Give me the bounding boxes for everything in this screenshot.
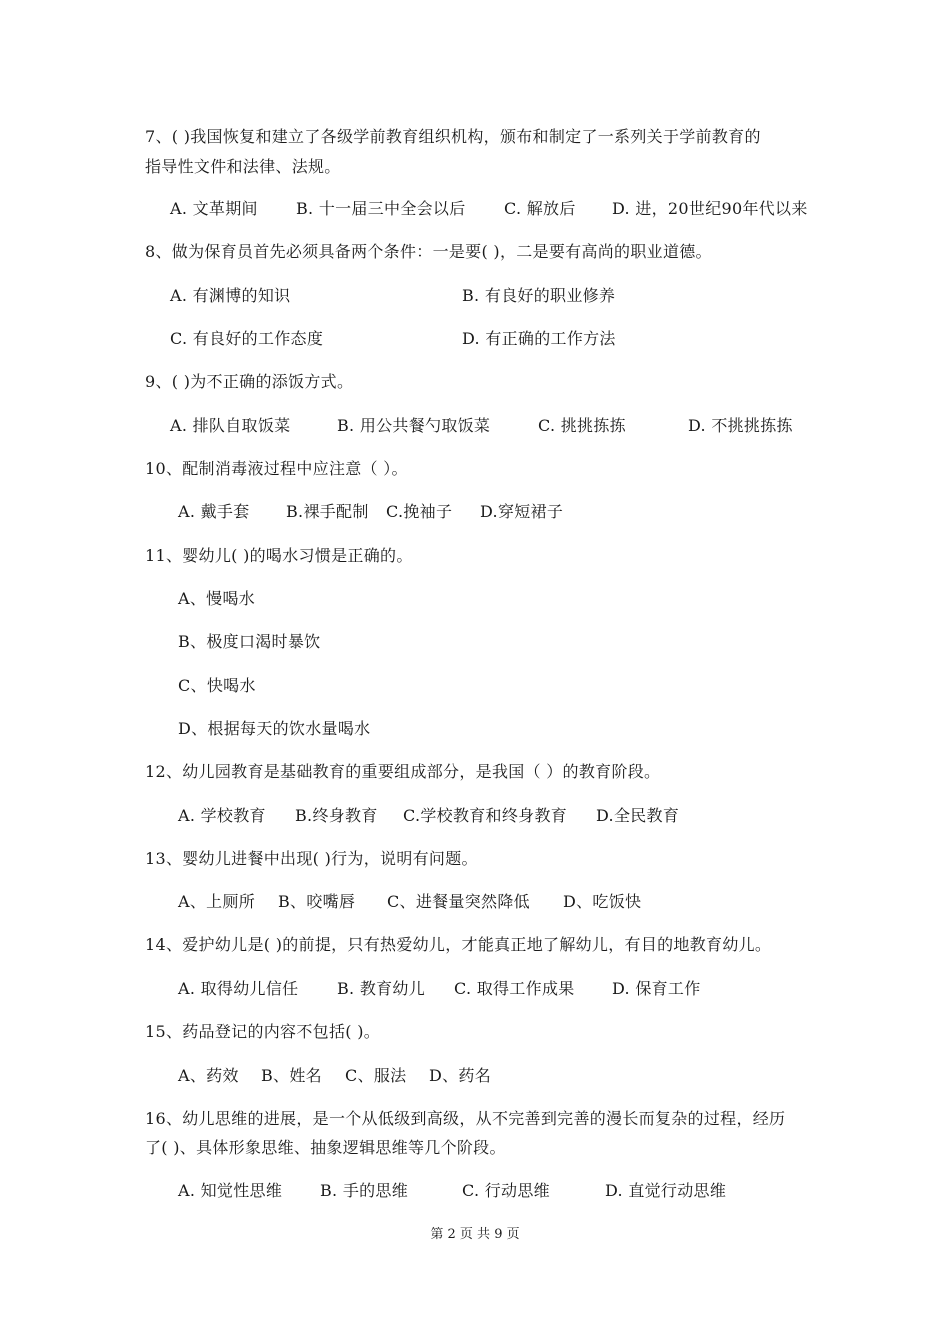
- question-16-option-b: B. 手的思维: [320, 1181, 409, 1200]
- question-12-option-d: D.全民教育: [596, 806, 680, 825]
- question-7-text: 7、( )我国恢复和建立了各级学前教育组织机构，颁布和制定了一系列关于学前教育的: [145, 127, 761, 146]
- question-8-option-c: C. 有良好的工作态度: [170, 329, 324, 348]
- question-11-option-b: B、极度口渴时暴饮: [178, 632, 321, 651]
- question-7-option-b: B. 十一届三中全会以后: [296, 199, 466, 218]
- question-12-option-a: A. 学校教育: [178, 806, 266, 825]
- question-13-option-c: C、进餐量突然降低: [387, 892, 530, 911]
- page-footer: 第 2 页 共 9 页: [430, 1227, 520, 1242]
- question-12-text: 12、幼儿园教育是基础教育的重要组成部分，是我国（ ）的教育阶段。: [145, 762, 661, 781]
- question-10-text: 10、配制消毒液过程中应注意（ ）。: [145, 459, 408, 478]
- question-7-text-cont: 指导性文件和法律、法规。: [145, 157, 341, 176]
- question-16-option-a: A. 知觉性思维: [178, 1181, 283, 1200]
- question-14-option-c: C. 取得工作成果: [454, 979, 575, 998]
- question-10-option-c: C.挽袖子: [386, 502, 453, 521]
- question-8-option-d: D. 有正确的工作方法: [462, 329, 616, 348]
- question-16-option-c: C. 行动思维: [462, 1181, 550, 1200]
- question-11-option-c: C、快喝水: [178, 676, 256, 695]
- question-16-text-cont: 了( )、具体形象思维、抽象逻辑思维等几个阶段。: [145, 1138, 506, 1157]
- question-16-option-d: D. 直觉行动思维: [605, 1181, 727, 1200]
- question-11-option-d: D、根据每天的饮水量喝水: [178, 719, 371, 738]
- question-13-option-d: D、吃饭快: [563, 892, 642, 911]
- question-8-option-a: A. 有渊博的知识: [170, 286, 291, 305]
- question-9-option-d: D. 不挑挑拣拣: [688, 416, 793, 435]
- question-15-option-c: C、服法: [345, 1066, 407, 1085]
- question-9-option-c: C. 挑挑拣拣: [538, 416, 626, 435]
- question-8-text: 8、做为保育员首先必须具备两个条件：一是要( )，二是要有高尚的职业道德。: [145, 242, 712, 261]
- question-16-text: 16、幼儿思维的进展，是一个从低级到高级，从不完善到完善的漫长而复杂的过程，经历: [145, 1109, 786, 1128]
- question-15-option-b: B、姓名: [261, 1066, 322, 1085]
- question-14-option-a: A. 取得幼儿信任: [178, 979, 299, 998]
- question-7-option-a: A. 文革期间: [170, 199, 258, 218]
- question-7-option-c: C. 解放后: [504, 199, 576, 218]
- question-14-text: 14、爱护幼儿是( )的前提，只有热爱幼儿，才能真正地了解幼儿，有目的地教育幼儿。: [145, 935, 772, 954]
- question-15-option-d: D、药名: [429, 1066, 492, 1085]
- question-11-text: 11、婴幼儿( )的喝水习惯是正确的。: [145, 546, 413, 565]
- question-7-option-d: D. 进，20世纪90年代以来: [612, 199, 808, 218]
- question-15-text: 15、药品登记的内容不包括( )。: [145, 1022, 381, 1041]
- question-9-option-a: A. 排队自取饭菜: [170, 416, 291, 435]
- question-13-option-b: B、咬嘴唇: [278, 892, 356, 911]
- question-10-option-d: D.穿短裙子: [480, 502, 564, 521]
- question-15-option-a: A、药效: [178, 1066, 239, 1085]
- question-11-option-a: A、慢喝水: [178, 589, 256, 608]
- question-13-option-a: A、上厕所: [178, 892, 256, 911]
- question-12-option-c: C.学校教育和终身教育: [403, 806, 568, 825]
- question-10-option-b: B.裸手配制: [286, 502, 369, 521]
- question-14-option-d: D. 保育工作: [612, 979, 701, 998]
- question-8-option-b: B. 有良好的职业修养: [462, 286, 616, 305]
- question-12-option-b: B.终身教育: [295, 806, 378, 825]
- question-13-text: 13、婴幼儿进餐中出现( )行为，说明有问题。: [145, 849, 478, 868]
- question-14-option-b: B. 教育幼儿: [337, 979, 426, 998]
- question-9-text: 9、( )为不正确的添饭方式。: [145, 372, 354, 391]
- question-10-option-a: A. 戴手套: [178, 502, 250, 521]
- question-9-option-b: B. 用公共餐勺取饭菜: [337, 416, 491, 435]
